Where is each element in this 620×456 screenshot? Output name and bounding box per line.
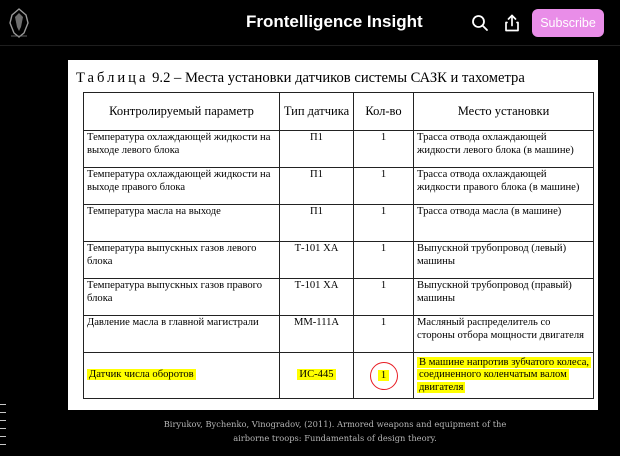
- qty-cell: 1: [354, 279, 414, 316]
- sensor-table: [83, 92, 594, 399]
- table-row: [84, 168, 594, 205]
- qty-cell: 1: [354, 205, 414, 242]
- qty-cell: 1: [354, 131, 414, 168]
- figure-caption: Biryukov, Bychenko, Vinogradov, (2011). Armored weapons and equipment of the airborne troops: Fundamentals of design theory.: [163, 419, 507, 443]
- share-icon[interactable]: [502, 13, 522, 33]
- param-cell: Температура охлаждающей жидкости на выходе правого блока: [84, 168, 280, 205]
- highlighted-text: В машине напротив зубчатого колеса, соединенного коленчатым валом двигателя: [419, 356, 590, 393]
- table-title: [76, 70, 592, 87]
- param-cell: Температура масла на выходе: [84, 205, 280, 242]
- article-figure: [68, 60, 598, 410]
- logo-icon[interactable]: [6, 7, 32, 39]
- table-header-row: [84, 93, 594, 131]
- red-circle-annotation: [370, 362, 398, 390]
- param-cell: Давление масла в главной магистрали: [84, 316, 280, 353]
- scroll-indicator[interactable]: [0, 404, 6, 450]
- location-cell: Трасса отвода масла (в машине): [414, 205, 594, 242]
- table-row: [84, 131, 594, 168]
- highlighted-text: 1: [378, 370, 389, 381]
- highlighted-text: Датчик числа оборотов: [89, 369, 194, 381]
- sensor-type-cell: П1: [280, 205, 354, 242]
- column-header: Место установки: [414, 93, 594, 131]
- location-cell: Масляный распределитель со стороны отбора мощности двигателя: [414, 316, 594, 353]
- search-icon[interactable]: [470, 13, 490, 33]
- top-bar: [0, 0, 620, 46]
- sensor-type-cell: ММ-111А: [280, 316, 354, 353]
- sensor-type-cell: Т-101 ХА: [280, 279, 354, 316]
- subscribe-button[interactable]: Subscribe: [532, 9, 604, 37]
- sensor-type-cell: [280, 353, 354, 399]
- qty-cell: 1: [354, 168, 414, 205]
- qty-cell: 1: [354, 242, 414, 279]
- table-title-text: 9.2 – Места установки датчиков системы САЗК и тахометра: [148, 70, 525, 86]
- location-cell: Выпускной трубопровод (левый) машины: [414, 242, 594, 279]
- column-header: Тип датчика: [280, 93, 354, 131]
- param-cell: [84, 353, 280, 399]
- highlighted-text: ИС-445: [299, 369, 334, 381]
- sensor-type-cell: П1: [280, 168, 354, 205]
- qty-cell: [354, 353, 414, 399]
- location-cell: Трасса отвода охлаждающей жидкости правого блока (в машине): [414, 168, 594, 205]
- location-cell: Трасса отвода охлаждающей жидкости левого блока (в машине): [414, 131, 594, 168]
- table-row: [84, 205, 594, 242]
- table-title-prefix: Таблица: [76, 70, 149, 86]
- location-cell: Выпускной трубопровод (правый) машины: [414, 279, 594, 316]
- sensor-type-cell: П1: [280, 131, 354, 168]
- site-title[interactable]: Frontelligence Insight: [246, 12, 423, 31]
- table-row: [84, 316, 594, 353]
- location-cell: [414, 353, 594, 399]
- qty-cell: 1: [354, 316, 414, 353]
- column-header: Контролируемый параметр: [84, 93, 280, 131]
- column-header: Кол-во: [354, 93, 414, 131]
- table-row: [84, 279, 594, 316]
- param-cell: Температура охлаждающей жидкости на выходе левого блока: [84, 131, 280, 168]
- table-row: [84, 242, 594, 279]
- table-row-highlighted: [84, 353, 594, 399]
- sensor-type-cell: Т-101 ХА: [280, 242, 354, 279]
- param-cell: Температура выпускных газов правого блока: [84, 279, 280, 316]
- param-cell: Температура выпускных газов левого блока: [84, 242, 280, 279]
